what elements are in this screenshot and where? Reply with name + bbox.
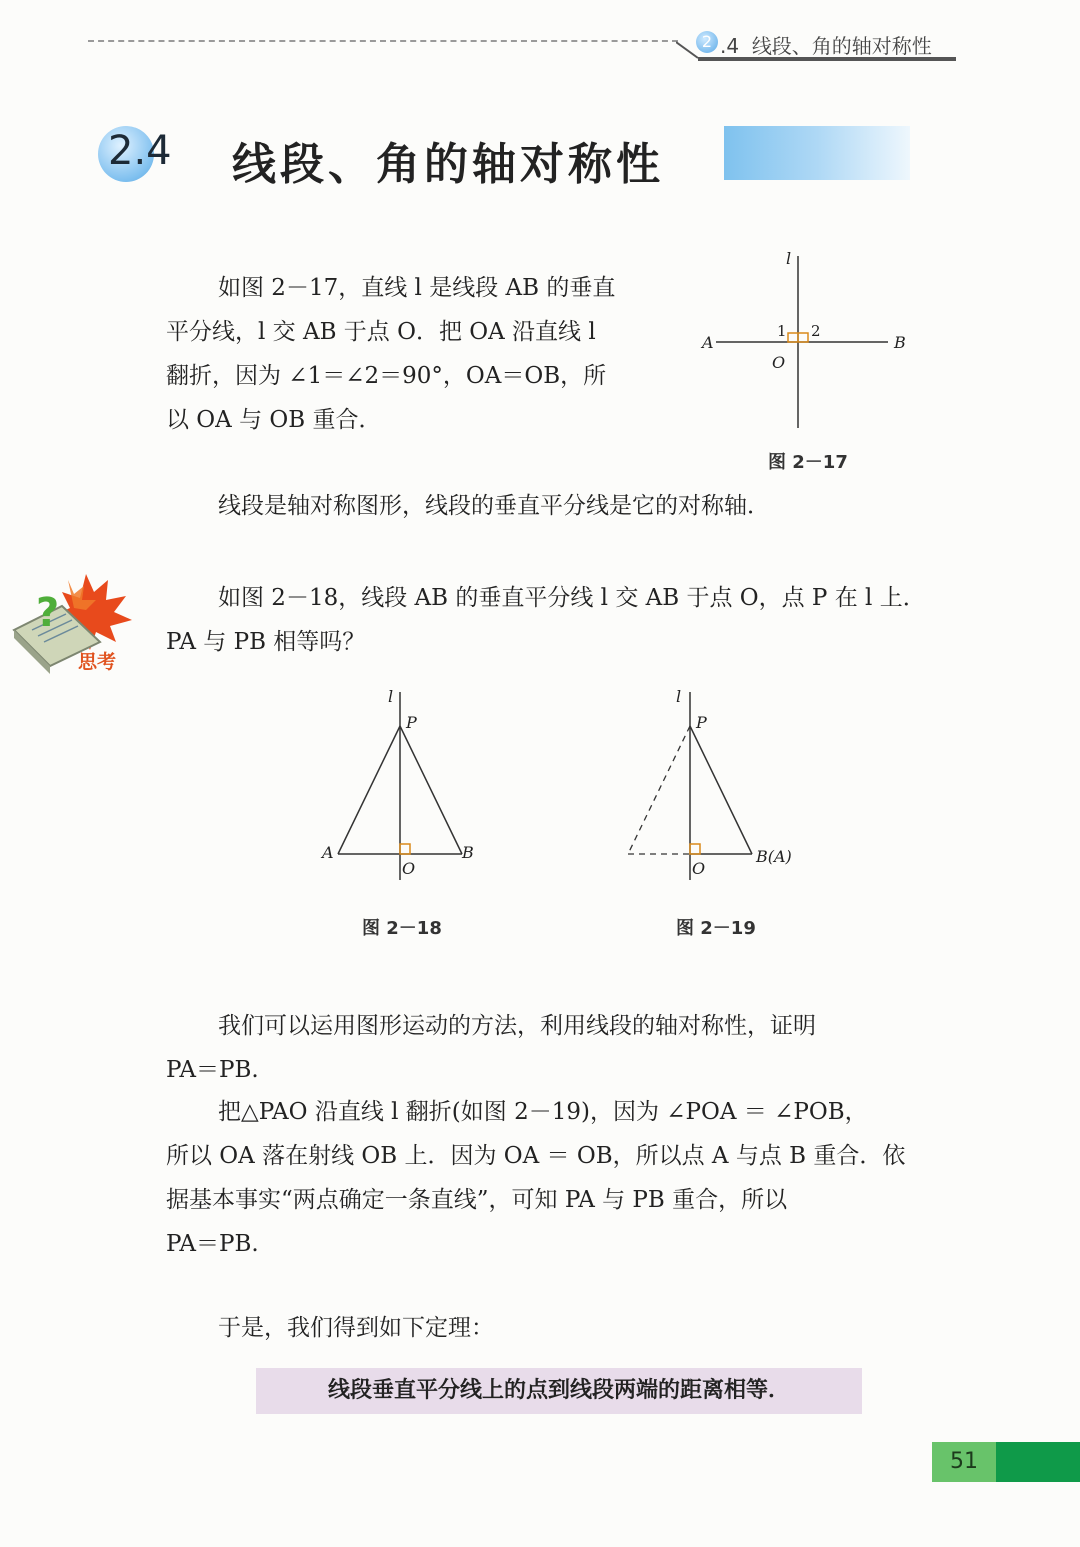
- figure-2-18: [318, 686, 488, 886]
- header-dashed-rule: [88, 40, 678, 42]
- header-section-badge: 2: [696, 31, 718, 53]
- fig18-label-o: O: [402, 859, 416, 878]
- figure-2-19: [610, 686, 810, 886]
- fig19-label-o: O: [692, 859, 706, 878]
- think-line-2: PA 与 PB 相等吗？: [166, 629, 366, 655]
- fig17-label-b: B: [894, 333, 906, 352]
- fig17-label-a: A: [702, 333, 714, 352]
- section-number-main: 2: [108, 128, 134, 174]
- fig19-label-ba: B(A): [756, 847, 792, 866]
- page-number: 51: [932, 1442, 996, 1482]
- fig17-label-l: l: [786, 249, 792, 268]
- fig18-right-angle-mark: [400, 844, 410, 854]
- think-paragraph: [166, 576, 966, 664]
- intro-line-4: 以 OA 与 OB 重合．: [166, 407, 382, 433]
- header-section-title: [720, 30, 932, 59]
- section-number-rest: .4: [133, 128, 172, 174]
- fig18-segment-pa: [338, 726, 400, 854]
- section-title: 线段、角的轴对称性: [232, 139, 664, 190]
- question-mark-icon: ?: [36, 590, 60, 636]
- think-icon: [8, 570, 136, 678]
- fig18-segment-pb: [400, 726, 462, 854]
- fig19-segment-pa-dashed: [628, 726, 690, 854]
- page-number-strip: [996, 1442, 1080, 1482]
- proof-paragraph: [166, 1090, 966, 1266]
- fig17-label-2: 2: [811, 322, 821, 340]
- fig18-label-l: l: [388, 687, 394, 706]
- intro-line-1: 如图 2－17，直线 l 是线段 AB 的垂直: [218, 275, 616, 301]
- figure-2-17: [696, 246, 916, 436]
- fig19-caption: 图 2－19: [676, 918, 756, 939]
- proof-intro-line-2: PA＝PB.: [166, 1057, 259, 1083]
- proof-line-2: 所以 OA 落在射线 OB 上．因为 OA ＝ OB，所以点 A 与点 B 重合．依: [166, 1143, 906, 1169]
- think-line-1: 如图 2－18，线段 AB 的垂直平分线 l 交 AB 于点 O，点 P 在 l 上．: [218, 585, 926, 611]
- proof-line-1: 把△PAO 沿直线 l 翻折(如图 2－19)，因为 ∠POA ＝ ∠POB，: [218, 1099, 868, 1125]
- intro-line-3: 翻折，因为 ∠1＝∠2＝90°，OA＝OB，所: [166, 363, 607, 389]
- section-number: [100, 128, 172, 174]
- fig19-segment-pb: [690, 726, 752, 854]
- fig19-label-l: l: [676, 687, 682, 706]
- think-label: 思考: [78, 651, 117, 673]
- title-gradient-bar: [724, 126, 910, 180]
- fig18-label-a: A: [322, 843, 334, 862]
- fig17-label-1: 1: [777, 322, 787, 340]
- fig18-caption: 图 2－18: [362, 918, 442, 939]
- header-section-rest: .4: [720, 34, 740, 58]
- fig18-label-p: P: [406, 713, 417, 732]
- theorem-box: 线段垂直平分线上的点到线段两端的距离相等．: [256, 1368, 862, 1414]
- fig19-right-angle-mark: [690, 844, 700, 854]
- fig19-label-p: P: [696, 713, 707, 732]
- fig17-caption: 图 2－17: [768, 452, 848, 473]
- fig17-label-o: O: [772, 353, 786, 372]
- header-title: 线段、角的轴对称性: [751, 34, 932, 58]
- statement-symmetric: 线段是轴对称图形，线段的垂直平分线是它的对称轴．: [218, 493, 770, 519]
- intro-paragraph: [166, 266, 666, 442]
- conclusion-intro: 于是，我们得到如下定理：: [218, 1315, 494, 1341]
- proof-intro-paragraph: [166, 1004, 966, 1092]
- proof-line-3: 据基本事实“两点确定一条直线”，可知 PA 与 PB 重合，所以: [166, 1187, 788, 1213]
- fig18-label-b: B: [462, 843, 474, 862]
- proof-line-4: PA＝PB.: [166, 1231, 259, 1257]
- proof-intro-line-1: 我们可以运用图形运动的方法，利用线段的轴对称性，证明: [218, 1013, 816, 1039]
- intro-line-2: 平分线，l 交 AB 于点 O．把 OA 沿直线 l: [166, 319, 596, 345]
